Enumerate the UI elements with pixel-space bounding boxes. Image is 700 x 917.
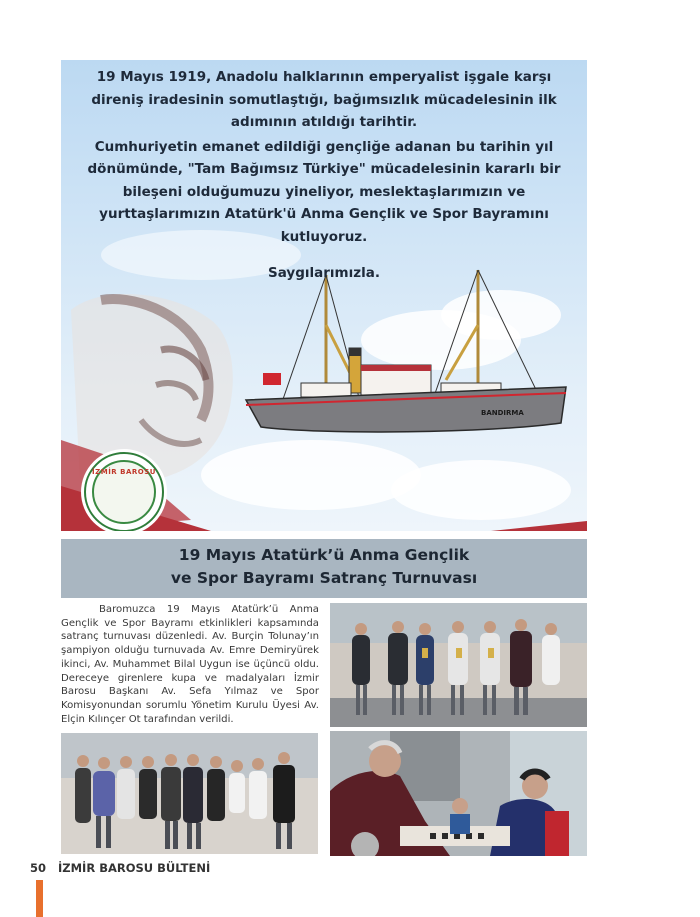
article-title: 19 Mayıs Atatürk’ü Anma Gençlik ve Spor Bayramı Satranç Turnuvası (170, 546, 478, 587)
photo-winners-group (330, 603, 587, 727)
poster-image (61, 60, 587, 531)
article-paragraph: Baromuzca 19 Mayıs Atatürk’ü Anma Gençlik ve Spor Bayramı etkinlikleri kapsamında satranç turnuvası düzenledi. Av. Burçin Tolunay’ın şampiyon olduğu turnuvada Av. Emre Demiryürek ikinci, Av. Muhammet Bilal Uygun ise üçüncü oldu. Dereceye girenlere kupa ve madalyaları İzmir Barosu Başkanı Av. Sefa Yılmaz ve Spor Komisyonundan sorumlu Yönetim Kurulu Üyesi Av. Elçin Kılınçer Ot tarafından verildi. (61, 604, 319, 725)
poster-message (61, 66, 587, 285)
poster-paragraph-2: Cumhuriyetin emanet edildiği gençliğe adanan bu tarihin yıl dönümünde, "Tam Bağımsız Türkiye" mücadelesinin kararlı bir bileşeni olduğumuzu yineliyor, meslektaşlarımızın ve yurttaşlarımızın Atatürk'ü Anma Gençlik ve Spor Bayramını kutluyoruz. (87, 138, 561, 245)
accent-bar (36, 880, 43, 917)
poster-closing: Saygılarımızla. (268, 265, 380, 281)
article-body (61, 603, 319, 726)
article-title-band (61, 539, 587, 598)
page-number: 50 (30, 861, 47, 875)
photo-chess-game (330, 731, 587, 856)
poster-paragraph-1: 19 Mayıs 1919, Anadolu halklarının emperyalist işgale karşı direniş iradesinin somutlaştığı, bağımsızlık mücadelesinin ilk adımının atıldığı tarihtir. (91, 69, 557, 130)
ship-bandirma (241, 265, 571, 465)
photo-participants-group (61, 733, 318, 854)
publication-name: İZMİR BAROSU BÜLTENİ (58, 861, 211, 875)
page-footer (30, 861, 210, 875)
ship-name-label: BANDIRMA (481, 409, 524, 417)
izmir-barosu-logo: İZMİR BAROSU (84, 452, 164, 531)
